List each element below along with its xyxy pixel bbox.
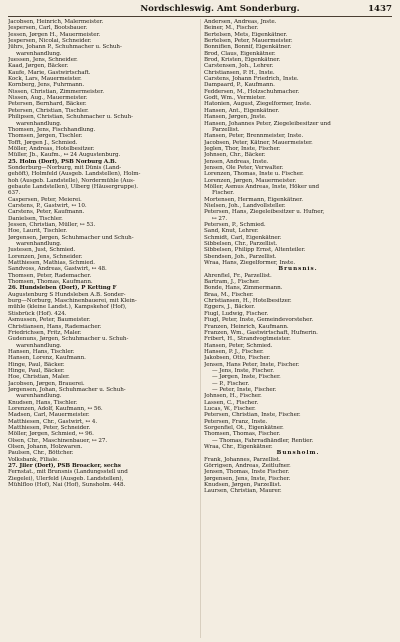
directory-entry: Kaad, Jørgen, Bäcker.: [8, 63, 69, 70]
directory-entry: Fribert, H., Strandvogtmeister.: [204, 336, 291, 343]
directory-entry: ↦ 27.: [212, 215, 228, 222]
left-entry-list: [8, 19, 196, 488]
directory-entry: Görrigsen, Andreas, Zeitlufner.: [204, 463, 291, 470]
directory-entry: warenhandlung.: [16, 393, 62, 400]
directory-entry: Bartram, J., Fischer.: [204, 279, 260, 286]
directory-entry: Petersen, Hans, Ziegeleibesitzer u. Hufner,: [204, 209, 325, 216]
header-rule: [8, 16, 392, 17]
directory-entry: Hansen, Hans, Tischler.: [8, 348, 75, 355]
directory-entry: Christiansen, P. H., Inste.: [204, 69, 275, 76]
right-entry-list: [204, 19, 392, 495]
directory-entry: Jespersen, Carl, Bootsbauer.: [8, 25, 88, 32]
directory-entry: Jensen, Andreas, Inste.: [204, 158, 269, 165]
directory-entry: Hatonien, August, Ziegelformer, Inste.: [204, 101, 312, 108]
directory-entry: Sand, Knut, Lehrer.: [204, 228, 259, 235]
directory-entry: warenhandlung.: [16, 342, 62, 349]
directory-entry: Hoe, Christian, Maler.: [8, 374, 70, 381]
directory-entry: Hansen, Peter, Brennmeister, Inste.: [204, 133, 304, 140]
directory-entry: Jacobsen, Jørgen, Brauerei.: [8, 380, 85, 387]
directory-entry: Fischer.: [212, 190, 235, 197]
directory-entry: Müller, Jb., Kaufm., ↦ 24 Augustenburg.: [8, 152, 121, 159]
directory-entry: Jørgensen, Johan, Schuhmacher u. Schuh-: [8, 386, 126, 393]
directory-entry: Jessen, Christian, Müller, ↦ 53.: [8, 222, 96, 228]
directory-entry: Juessen, Jens, Schneider.: [8, 57, 78, 64]
directory-entry: Ziegelei), Ulerfeld (Ausgeb. Landstellen),: [8, 475, 124, 482]
directory-entry: Braa, M., Fischer.: [204, 291, 254, 298]
directory-entry: Bertelsen, Mets, Eigenkätner.: [204, 31, 288, 38]
directory-entry: Jakobsen, Otto, Fischer.: [204, 355, 271, 362]
directory-entry: Hoe, Laurit, Tischler.: [8, 228, 67, 235]
directory-entry: Hansen, Jørgen, Jnste.: [204, 114, 267, 121]
directory-entry: hoh (Ausgeb. Landstelle), Nordermühle (Aus-: [8, 177, 135, 184]
directory-entry: Fiugl, Ludwig, Fischer.: [204, 310, 269, 317]
directory-entry: Mortensen, Hermann, Eigenkätner.: [204, 196, 304, 203]
directory-entry: warenhandlung.: [16, 120, 62, 127]
directory-entry: Matthiesen, Peter, Schneider.: [8, 425, 91, 431]
directory-entry: Beiner, M., Fischer.: [204, 25, 259, 32]
directory-entry: Olsen, Chr., Maschinenbauer, ↦ 27.: [8, 437, 108, 444]
directory-entry: gebaute Landstellen), Ulberg (Häusergruppe).: [8, 183, 139, 190]
directory-entry: Fernstat., mit Brunsnis (Landungsstell und: [8, 469, 128, 476]
directory-entry: Jørgensen, Jørgen, Schuhmacher und Schuh-: [8, 234, 134, 241]
section-heading: Bunsholm.: [276, 450, 320, 457]
directory-entry: burg—Norburg, Maschinenbauerei, mit Klein-: [8, 298, 137, 305]
directory-entry: Franzen, Heinrich, Kaufmann.: [204, 323, 289, 330]
directory-entry: Augustenburg S Hundsleben A.B. Sonder-: [8, 291, 126, 298]
directory-entry: Schmidt, Carl, Eigenkätner.: [204, 234, 282, 241]
directory-entry: Feddersen, M., Holzschuhmacher.: [204, 88, 300, 95]
directory-entry: Sbendsen, Joh., Parzellist.: [204, 253, 277, 260]
directory-entry: 26. Hundsleben (Dorf), P Ketting F: [8, 285, 117, 292]
page-number: 1437: [368, 4, 392, 14]
directory-entry: Tofft, Jørgen J., Schmied.: [8, 139, 78, 146]
directory-entry: Kornberg, Jens, Fuhrmann.: [8, 82, 85, 89]
directory-entry: Carstens, P., Gastwirt, ↦ 10.: [8, 202, 87, 209]
directory-entry: Danielsen, Tischler.: [8, 215, 63, 222]
directory-entry: Hansen, P. J., Fischer.: [204, 348, 264, 355]
directory-entry: Lucas, W., Fischer.: [204, 405, 256, 412]
directory-entry: Franzen, Wm., Gastwirtschaft, Hufnerin.: [204, 329, 318, 336]
directory-entry: Thomsen, Jørgen, Tischler.: [8, 133, 83, 140]
directory-entry: Ahrenfiel, Fr., Parzellist.: [204, 272, 272, 279]
directory-entry: Matthiesen, Chr., Gastwirt, ↦ 4.: [8, 418, 98, 425]
directory-entry: — Jørgen, Inste, Fischer.: [212, 374, 281, 381]
directory-entry: Jessen, Jørgen H., Mauermeister.: [8, 31, 101, 38]
directory-entry: Gudenuns, Jørgen, Schuhmacher u. Schuh-: [8, 336, 129, 343]
directory-entry: 27. Jller (Dorf), PSB Broacker, sechs: [8, 463, 121, 470]
directory-entry: Petersen, Christian, Tischler.: [8, 107, 89, 114]
directory-entry: Sibbelsen, Chr., Parzellist.: [204, 241, 278, 248]
directory-entry: Hinge, Paul, Bäcker.: [8, 361, 65, 368]
directory-entry: 637.: [8, 190, 21, 197]
directory-entry: Jeglen, Thor, Inste, Fischer.: [204, 145, 281, 152]
column-divider: [200, 19, 201, 638]
directory-entry: Sonderburg—Norburg, mit Dünis (Land-: [8, 164, 122, 171]
directory-entry: Jespersen, Nicolai, Schneider.: [8, 38, 92, 45]
directory-entry: Lorenzen, Thomas, Inste u. Fischer.: [204, 171, 304, 178]
directory-entry: Hansen, Lorenz, Kaufmann.: [8, 355, 86, 362]
left-column: [8, 19, 196, 488]
directory-entry: Carstensen, Joh., Lehrer.: [204, 63, 274, 70]
directory-entry: Fiugl, Peter, Inste, Gemeindevorsteher.: [204, 317, 314, 324]
directory-entry: — Jens, Inste, Fischer.: [212, 367, 275, 374]
directory-entry: Jacobsen, Heinrich, Malermeister.: [8, 19, 104, 25]
directory-entry: Thomsen, Jens, Fischhandlung.: [8, 126, 96, 133]
directory-entry: Möller, Jørgen, Schmied, ↦ 96.: [8, 431, 94, 438]
directory-entry: Brod, Kristen, Eigenkätner.: [204, 57, 281, 64]
directory-entry: — Peter, Inste, Fischer.: [212, 386, 277, 393]
directory-entry: Hansen, Ant., Eigenkätner.: [204, 107, 280, 114]
directory-entry: Nielsen, Joh., Landvollsteller.: [204, 202, 286, 209]
directory-entry: Thomsen, Thomas, Kaufmann.: [8, 279, 93, 286]
directory-entry: Johnsen, Chr., Bäcker.: [204, 152, 266, 159]
directory-entry: Volksbank, Filiale.: [8, 456, 59, 463]
directory-entry: Hansen, Johannes Peter, Ziegeleibesitzer und: [204, 120, 331, 127]
directory-entry: Laursen, Christian, Maurer.: [204, 488, 282, 495]
directory-entry: Friedrichsen, Fritz, Maler.: [8, 329, 82, 336]
directory-entry: Godt, Wm., Vermieter.: [204, 95, 266, 102]
directory-entry: warenhandlung.: [16, 50, 62, 57]
directory-entry: Jensen, Ole Peter, Verwalter.: [204, 164, 284, 171]
directory-entry: Petersen, Franz, Inste.: [204, 418, 268, 425]
directory-entry: Christiansen, Hans, Rademacher.: [8, 323, 102, 330]
directory-entry: Petersen, Christian, Inste, Fischer.: [204, 412, 301, 419]
directory-entry: Nissen, Christian, Zimmermeister.: [8, 88, 104, 95]
directory-entry: Paulsen, Chr., Böttcher.: [8, 450, 74, 457]
directory-entry: Parzellist.: [212, 126, 240, 133]
directory-entry: Kock, Lars, Mauermeister.: [8, 76, 82, 83]
directory-entry: Carstens, Peter, Kaufmann.: [8, 209, 85, 216]
directory-entry: Bonde, Hans, Zimmermann.: [204, 285, 283, 292]
directory-entry: Stisbrück (Hof). 424.: [8, 310, 67, 317]
directory-entry: Knudsen, Hans, Tischler.: [8, 399, 78, 406]
directory-entry: Thomsen, Peter, Rademacher.: [8, 272, 92, 279]
directory-entry: Petersen, Bernhard, Bäcker.: [8, 101, 87, 108]
directory-entry: Knudsen, Jørgen, Parzellist.: [204, 482, 282, 489]
directory-entry: warenhandlung.: [16, 241, 62, 248]
directory-entry: Wraa, Hans, Ziegelformer, Inste.: [204, 260, 296, 267]
directory-entry: Jensen, Hans Peter, Inste, Fischer.: [204, 361, 300, 368]
directory-entry: Dampaard, P., Kaufmann.: [204, 82, 275, 89]
directory-entry: Bonnifien, Bonnif, Eigenkätner.: [204, 44, 292, 51]
directory-entry: Justesen, Just, Schmied.: [8, 247, 76, 254]
directory-entry: Lorenzen, Jens, Schneider.: [8, 253, 83, 260]
directory-entry: Petersen, P., Schmied.: [204, 222, 266, 228]
directory-entry: Andersen, Andreas, Jnste.: [204, 19, 277, 25]
directory-entry: Hansen, Peter, Schmied.: [204, 342, 273, 349]
directory-entry: Eggers, J., Bäcker.: [204, 304, 255, 311]
directory-entry: Möller, Asmus Andreas, Inste, Höker und: [204, 183, 320, 190]
directory-entry: Sandvoss, Andreas, Gastwirt, ↦ 48.: [8, 266, 107, 273]
directory-entry: Wraa, Chr., Eigenkätner.: [204, 444, 273, 451]
directory-entry: Madsen, Carl, Mauermeister.: [8, 412, 90, 419]
directory-entry: Kaufe, Marie, Gastwirtschaft.: [8, 69, 91, 76]
directory-entry: Lorenzen, Jørgen, Mauermeister.: [204, 177, 297, 184]
directory-entry: — Thomas, Fahrradhändler, Rentier.: [212, 437, 314, 444]
directory-entry: Asmussen, Peter, Baumeister.: [8, 317, 91, 324]
directory-entry: Matthiesen, Mathias, Schmied.: [8, 260, 95, 267]
directory-entry: Lassen, C., Fischer.: [204, 399, 259, 406]
directory-entry: Jensen, Thomas, Inste Fischer.: [204, 469, 290, 476]
directory-entry: Johnsen, H., Fischer.: [204, 393, 262, 400]
directory-entry: Möller, Andreas, Hotelbesitzer.: [8, 145, 95, 152]
directory-entry: Hinge, Paul, Bäcker.: [8, 367, 65, 374]
directory-entry: Nissen, Aug., Mauermeister.: [8, 95, 88, 102]
directory-entry: — P., Fischer.: [212, 380, 250, 387]
running-title: Nordschleswig. Amt Sonderburg.: [140, 4, 300, 14]
directory-entry: Lorenzen, Adolf, Kaufmann, ↦ 56.: [8, 405, 103, 412]
directory-entry: Jührs, Johann P., Schuhmacher u. Schuh-: [8, 44, 122, 51]
directory-entry: Brod, Claus, Eigenkätner.: [204, 50, 276, 57]
directory-entry: Mühlfloo (Hof), Nai (Hof), Sunsholm. 448.: [8, 482, 126, 489]
directory-entry: Bertelsen, Peter, Mauermeister.: [204, 38, 293, 45]
directory-entry: Olsen, Johann, Holzwaren.: [8, 444, 83, 451]
directory-entry: Sibbelsen, Philipp Ernst, Altenteiler.: [204, 247, 306, 254]
directory-entry: Jørgensen, Jens, Inste, Fischer.: [204, 475, 291, 482]
directory-entry: Frank, Johannes, Parzellist.: [204, 456, 281, 463]
directory-entry: Carstens, Johann Friedrich, Inste.: [204, 76, 299, 83]
directory-entry: Thomsen, Thomas, Fischer.: [204, 431, 281, 438]
directory-entry: gehöft), Holmfeld (Ausgeb. Landstellen), Holm-: [8, 171, 141, 178]
directory-entry: mühle (kleine Landst.), Kampskehof (Hof),: [8, 304, 127, 311]
directory-entry: Christiansen, H., Hotelbesitzer.: [204, 298, 292, 305]
section-heading: Brunsnis.: [278, 266, 318, 273]
directory-entry: 25. Holm (Dorf), PSB Norburg A.B.: [8, 158, 117, 165]
directory-entry: Caspersen, Peter, Meierei.: [8, 196, 82, 203]
directory-entry: Philipsen, Christian, Schuhmacher u. Schuh-: [8, 114, 133, 121]
right-column: [204, 19, 392, 495]
directory-entry: Sorgenfiel, Ot., Eigenkätner.: [204, 425, 284, 431]
directory-entry: Jacobsen, Peter, Kätner, Mauermeister.: [204, 139, 313, 146]
